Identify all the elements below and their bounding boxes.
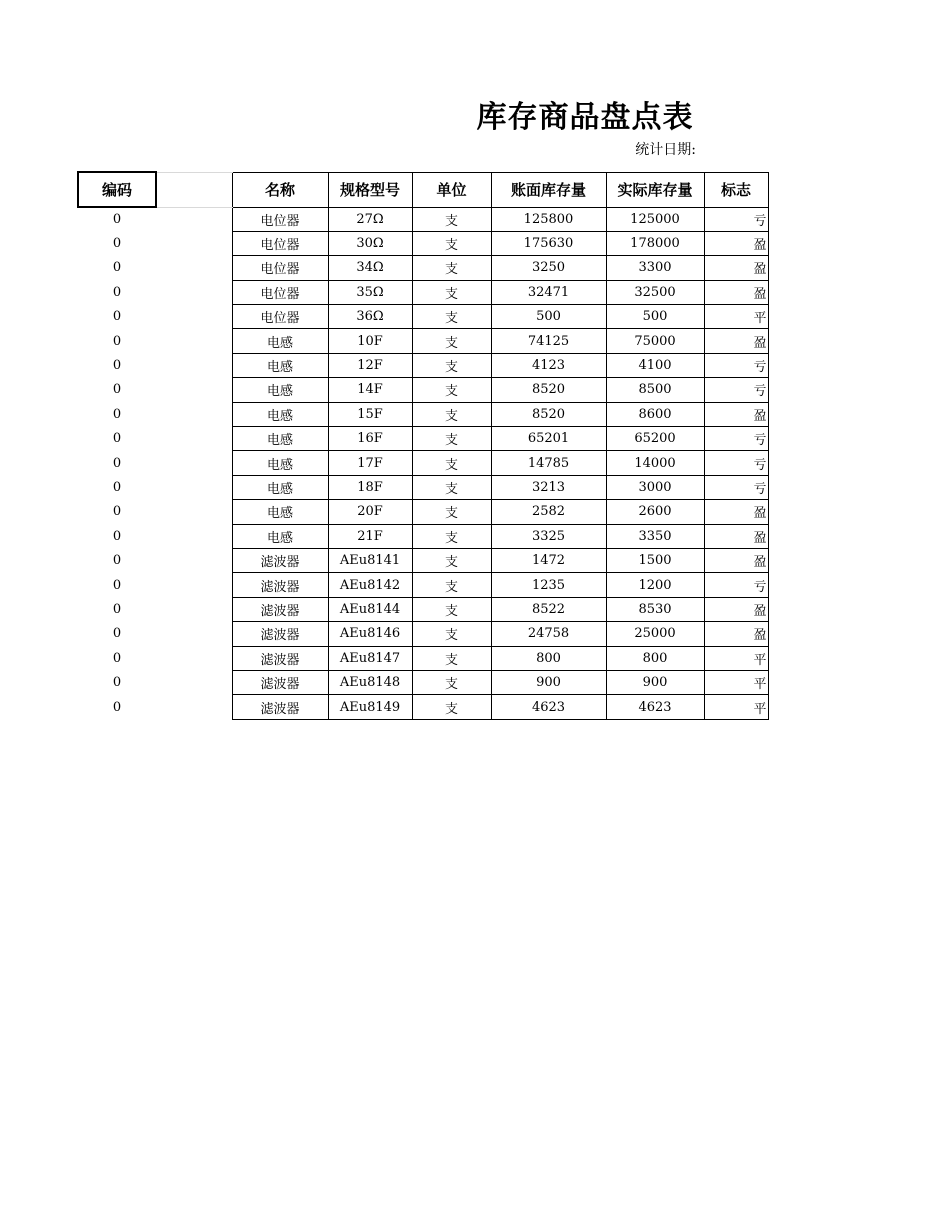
- cell-book-stock[interactable]: 32471: [491, 280, 606, 304]
- cell-unit[interactable]: 支: [412, 231, 491, 255]
- cell-unit[interactable]: 支: [412, 573, 491, 597]
- cell-flag[interactable]: 盈: [704, 548, 768, 572]
- cell-spec[interactable]: 16F: [328, 427, 412, 451]
- cell-blank[interactable]: [156, 207, 232, 231]
- cell-book-stock[interactable]: 24758: [491, 622, 606, 646]
- cell-code[interactable]: 0: [112, 260, 122, 276]
- cell-book-stock[interactable]: 3325: [491, 524, 606, 548]
- cell-unit[interactable]: 支: [412, 524, 491, 548]
- cell-code[interactable]: 0: [112, 479, 122, 495]
- cell-actual-stock[interactable]: 178000: [606, 231, 704, 255]
- cell-name[interactable]: 电感: [232, 524, 328, 548]
- header-flag[interactable]: 标志: [704, 172, 768, 207]
- cell-spec[interactable]: 15F: [328, 402, 412, 426]
- cell-code[interactable]: 0: [112, 358, 122, 374]
- cell-unit[interactable]: 支: [412, 378, 491, 402]
- cell-actual-stock[interactable]: 3350: [606, 524, 704, 548]
- cell-book-stock[interactable]: 1472: [491, 548, 606, 572]
- table-header-row: [78, 172, 768, 207]
- cell-unit[interactable]: 支: [412, 353, 491, 377]
- cell-blank[interactable]: [156, 256, 232, 280]
- table-row: [78, 500, 768, 524]
- cell-book-stock[interactable]: 3250: [491, 256, 606, 280]
- table-row: [78, 622, 768, 646]
- cell-unit[interactable]: 支: [412, 475, 491, 499]
- header-unit[interactable]: 单位: [412, 172, 491, 207]
- cell-unit[interactable]: 支: [412, 646, 491, 670]
- stat-date-label: 统计日期:: [635, 142, 696, 158]
- cell-book-stock[interactable]: 900: [491, 670, 606, 694]
- cell-actual-stock[interactable]: 65200: [606, 427, 704, 451]
- cell-blank[interactable]: [156, 548, 232, 572]
- cell-code[interactable]: 0: [112, 577, 122, 593]
- table-row: [78, 597, 768, 621]
- cell-actual-stock[interactable]: 14000: [606, 451, 704, 475]
- cell-book-stock[interactable]: 8520: [491, 378, 606, 402]
- cell-unit[interactable]: 支: [412, 256, 491, 280]
- cell-blank[interactable]: [156, 475, 232, 499]
- table-row: [78, 646, 768, 670]
- cell-unit[interactable]: 支: [412, 622, 491, 646]
- table-row: [78, 695, 768, 719]
- cell-flag[interactable]: 亏: [704, 427, 768, 451]
- table-row: [78, 427, 768, 451]
- cell-flag[interactable]: 盈: [704, 500, 768, 524]
- cell-book-stock[interactable]: 74125: [491, 329, 606, 353]
- cell-blank[interactable]: [156, 573, 232, 597]
- cell-flag[interactable]: 平: [704, 670, 768, 694]
- cell-flag[interactable]: 盈: [704, 402, 768, 426]
- table-row: [78, 402, 768, 426]
- cell-book-stock[interactable]: 2582: [491, 500, 606, 524]
- cell-code[interactable]: 0: [112, 626, 122, 642]
- cell-unit[interactable]: 支: [412, 670, 491, 694]
- cell-flag[interactable]: 盈: [704, 622, 768, 646]
- cell-code[interactable]: 0: [112, 675, 122, 691]
- table-row: [78, 670, 768, 694]
- cell-code[interactable]: 0: [112, 431, 122, 447]
- cell-spec[interactable]: 34Ω: [328, 256, 412, 280]
- table-row: [78, 329, 768, 353]
- cell-code[interactable]: 0: [112, 455, 122, 471]
- cell-blank[interactable]: [156, 427, 232, 451]
- cell-actual-stock[interactable]: 125000: [606, 207, 704, 231]
- page-title: 库存商品盘点表: [476, 100, 694, 135]
- cell-name[interactable]: 滤波器: [232, 670, 328, 694]
- table-row: [78, 524, 768, 548]
- cell-spec[interactable]: 30Ω: [328, 231, 412, 255]
- cell-name[interactable]: 电感: [232, 451, 328, 475]
- cell-flag[interactable]: 亏: [704, 353, 768, 377]
- cell-name[interactable]: 电位器: [232, 207, 328, 231]
- cell-name[interactable]: 滤波器: [232, 597, 328, 621]
- cell-flag[interactable]: 盈: [704, 280, 768, 304]
- cell-book-stock[interactable]: 4123: [491, 353, 606, 377]
- cell-spec[interactable]: AEu8146: [328, 622, 412, 646]
- header-spec[interactable]: 规格型号: [328, 172, 412, 207]
- cell-spec[interactable]: 12F: [328, 353, 412, 377]
- cell-blank[interactable]: [156, 231, 232, 255]
- cell-blank[interactable]: [156, 451, 232, 475]
- cell-actual-stock[interactable]: 32500: [606, 280, 704, 304]
- table-row: [78, 475, 768, 499]
- cell-flag[interactable]: 亏: [704, 207, 768, 231]
- cell-unit[interactable]: 支: [412, 305, 491, 329]
- cell-name[interactable]: 电感: [232, 353, 328, 377]
- cell-code[interactable]: 0: [112, 212, 122, 228]
- cell-book-stock[interactable]: 8520: [491, 402, 606, 426]
- cell-unit[interactable]: 支: [412, 207, 491, 231]
- table-row: [78, 378, 768, 402]
- cell-spec[interactable]: 18F: [328, 475, 412, 499]
- cell-actual-stock[interactable]: 500: [606, 305, 704, 329]
- cell-name[interactable]: 电感: [232, 402, 328, 426]
- cell-actual-stock[interactable]: 8500: [606, 378, 704, 402]
- cell-spec[interactable]: 20F: [328, 500, 412, 524]
- cell-name[interactable]: 滤波器: [232, 646, 328, 670]
- table-row: [78, 207, 768, 231]
- header-code[interactable]: 编码: [78, 172, 156, 207]
- cell-code[interactable]: 0: [112, 382, 122, 398]
- cell-flag[interactable]: 亏: [704, 475, 768, 499]
- cell-book-stock[interactable]: 65201: [491, 427, 606, 451]
- cell-flag[interactable]: 亏: [704, 573, 768, 597]
- cell-name[interactable]: 电感: [232, 500, 328, 524]
- cell-code[interactable]: 0: [112, 699, 122, 715]
- cell-spec[interactable]: 10F: [328, 329, 412, 353]
- cell-unit[interactable]: 支: [412, 427, 491, 451]
- cell-code[interactable]: 0: [112, 650, 122, 666]
- cell-name[interactable]: 电位器: [232, 305, 328, 329]
- cell-actual-stock[interactable]: 4623: [606, 695, 704, 719]
- cell-blank[interactable]: [156, 329, 232, 353]
- cell-actual-stock[interactable]: 2600: [606, 500, 704, 524]
- cell-book-stock[interactable]: 800: [491, 646, 606, 670]
- cell-actual-stock[interactable]: 800: [606, 646, 704, 670]
- cell-actual-stock[interactable]: 75000: [606, 329, 704, 353]
- cell-blank[interactable]: [156, 280, 232, 304]
- header-name[interactable]: 名称: [232, 172, 328, 207]
- cell-name[interactable]: 电感: [232, 475, 328, 499]
- cell-code[interactable]: 0: [112, 553, 122, 569]
- cell-code[interactable]: 0: [112, 406, 122, 422]
- cell-spec[interactable]: AEu8148: [328, 670, 412, 694]
- cell-spec[interactable]: AEu8142: [328, 573, 412, 597]
- cell-blank[interactable]: [156, 597, 232, 621]
- cell-blank[interactable]: [156, 695, 232, 719]
- cell-name[interactable]: 滤波器: [232, 573, 328, 597]
- cell-code[interactable]: 0: [112, 333, 122, 349]
- cell-spec[interactable]: 21F: [328, 524, 412, 548]
- cell-unit[interactable]: 支: [412, 280, 491, 304]
- cell-name[interactable]: 滤波器: [232, 695, 328, 719]
- table-row: [78, 548, 768, 572]
- cell-unit[interactable]: 支: [412, 500, 491, 524]
- cell-blank[interactable]: [156, 305, 232, 329]
- cell-blank[interactable]: [156, 402, 232, 426]
- cell-flag[interactable]: 平: [704, 305, 768, 329]
- cell-book-stock[interactable]: 500: [491, 305, 606, 329]
- cell-spec[interactable]: 17F: [328, 451, 412, 475]
- cell-unit[interactable]: 支: [412, 597, 491, 621]
- cell-book-stock[interactable]: 4623: [491, 695, 606, 719]
- cell-spec[interactable]: AEu8141: [328, 548, 412, 572]
- cell-unit[interactable]: 支: [412, 548, 491, 572]
- cell-code[interactable]: 0: [112, 601, 122, 617]
- cell-book-stock[interactable]: 14785: [491, 451, 606, 475]
- cell-name[interactable]: 电感: [232, 427, 328, 451]
- cell-actual-stock[interactable]: 4100: [606, 353, 704, 377]
- cell-code[interactable]: 0: [112, 284, 122, 300]
- table-row: [78, 280, 768, 304]
- cell-book-stock[interactable]: 8522: [491, 597, 606, 621]
- table-body: [78, 207, 768, 719]
- cell-flag[interactable]: 盈: [704, 329, 768, 353]
- cell-actual-stock[interactable]: 8530: [606, 597, 704, 621]
- cell-unit[interactable]: 支: [412, 451, 491, 475]
- cell-actual-stock[interactable]: 1200: [606, 573, 704, 597]
- cell-actual-stock[interactable]: 3300: [606, 256, 704, 280]
- cell-flag[interactable]: 亏: [704, 451, 768, 475]
- cell-flag[interactable]: 盈: [704, 597, 768, 621]
- cell-book-stock[interactable]: 3213: [491, 475, 606, 499]
- cell-blank[interactable]: [156, 622, 232, 646]
- cell-spec[interactable]: 35Ω: [328, 280, 412, 304]
- cell-blank[interactable]: [156, 670, 232, 694]
- cell-actual-stock[interactable]: 900: [606, 670, 704, 694]
- cell-name[interactable]: 滤波器: [232, 622, 328, 646]
- cell-flag[interactable]: 盈: [704, 231, 768, 255]
- table-row: [78, 305, 768, 329]
- cell-actual-stock[interactable]: 3000: [606, 475, 704, 499]
- cell-blank[interactable]: [156, 646, 232, 670]
- cell-name[interactable]: 电感: [232, 378, 328, 402]
- cell-spec[interactable]: 27Ω: [328, 207, 412, 231]
- cell-flag[interactable]: 盈: [704, 256, 768, 280]
- table-row: [78, 353, 768, 377]
- cell-flag[interactable]: 平: [704, 695, 768, 719]
- cell-flag[interactable]: 平: [704, 646, 768, 670]
- cell-spec[interactable]: 14F: [328, 378, 412, 402]
- cell-spec[interactable]: AEu8147: [328, 646, 412, 670]
- header-blank[interactable]: [156, 172, 232, 207]
- cell-name[interactable]: 电感: [232, 329, 328, 353]
- cell-spec[interactable]: AEu8144: [328, 597, 412, 621]
- table-row: [78, 231, 768, 255]
- cell-blank[interactable]: [156, 378, 232, 402]
- cell-name[interactable]: 电位器: [232, 280, 328, 304]
- cell-unit[interactable]: 支: [412, 402, 491, 426]
- cell-actual-stock[interactable]: 8600: [606, 402, 704, 426]
- cell-spec[interactable]: 36Ω: [328, 305, 412, 329]
- cell-code[interactable]: 0: [112, 528, 122, 544]
- cell-name[interactable]: 滤波器: [232, 548, 328, 572]
- cell-name[interactable]: 电位器: [232, 231, 328, 255]
- cell-name[interactable]: 电位器: [232, 256, 328, 280]
- table-row: [78, 573, 768, 597]
- cell-flag[interactable]: 盈: [704, 524, 768, 548]
- cell-book-stock[interactable]: 175630: [491, 231, 606, 255]
- inventory-table: [77, 171, 769, 720]
- cell-blank[interactable]: [156, 353, 232, 377]
- cell-code[interactable]: 0: [112, 309, 122, 325]
- cell-book-stock[interactable]: 125800: [491, 207, 606, 231]
- cell-blank[interactable]: [156, 500, 232, 524]
- cell-code[interactable]: 0: [112, 504, 122, 520]
- table-row: [78, 256, 768, 280]
- cell-book-stock[interactable]: 1235: [491, 573, 606, 597]
- cell-unit[interactable]: 支: [412, 329, 491, 353]
- cell-actual-stock[interactable]: 25000: [606, 622, 704, 646]
- cell-blank[interactable]: [156, 524, 232, 548]
- header-book-stock[interactable]: 账面库存量: [491, 172, 606, 207]
- table-row: [78, 451, 768, 475]
- cell-flag[interactable]: 亏: [704, 378, 768, 402]
- cell-spec[interactable]: AEu8149: [328, 695, 412, 719]
- cell-unit[interactable]: 支: [412, 695, 491, 719]
- header-actual-stock[interactable]: 实际库存量: [606, 172, 704, 207]
- cell-code[interactable]: 0: [112, 236, 122, 252]
- cell-actual-stock[interactable]: 1500: [606, 548, 704, 572]
